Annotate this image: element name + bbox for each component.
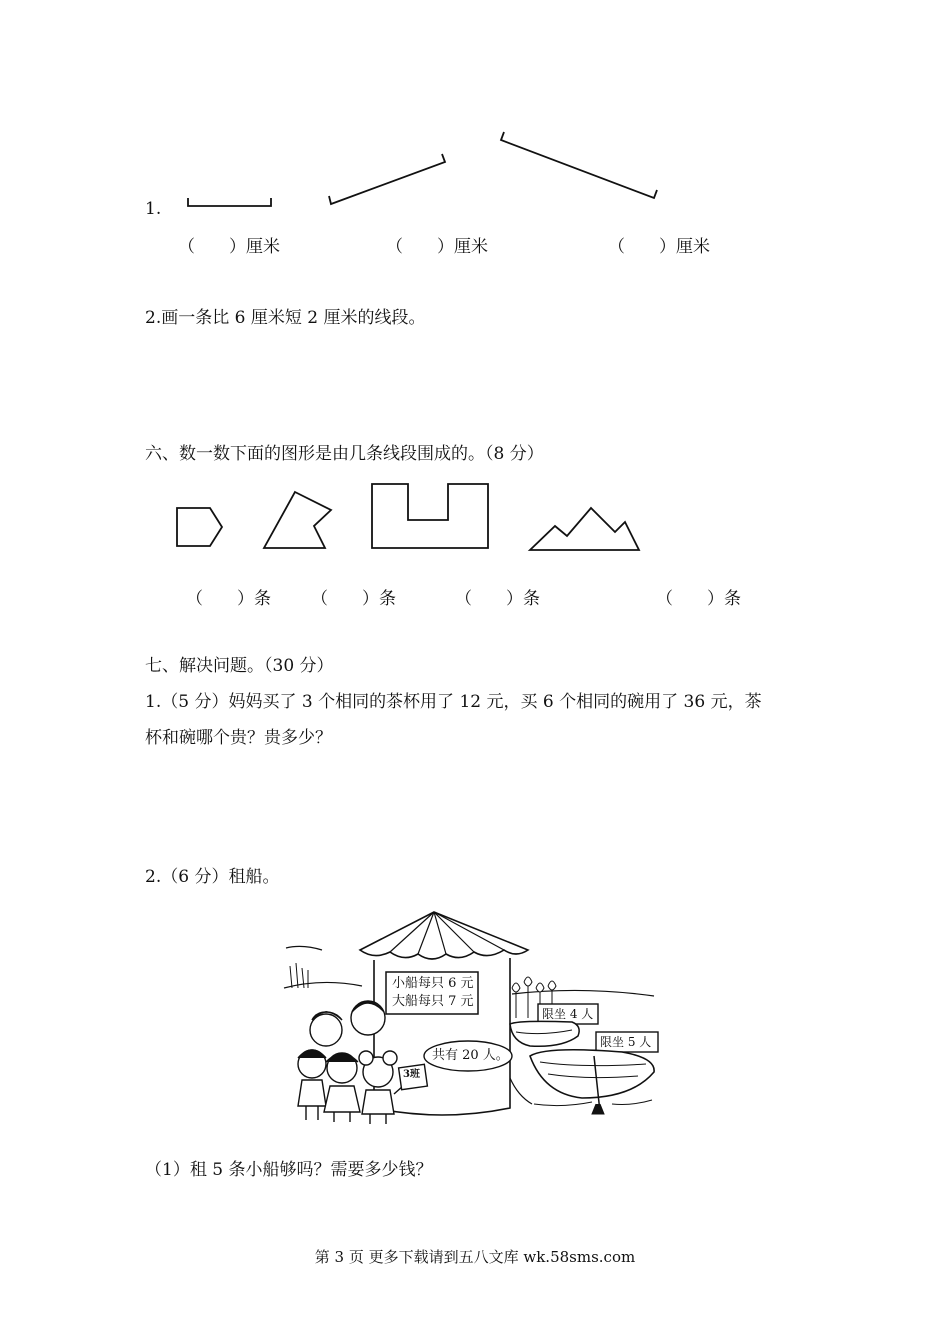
boat-rental-illustration	[282, 908, 660, 1130]
shape-pentagon	[172, 503, 228, 551]
segment-short	[185, 196, 275, 212]
answer-length-3: （ ）厘米	[608, 237, 710, 257]
page-footer: 第 3 页 更多下载请到五八文库 wk.58sms.com	[314, 1248, 636, 1266]
price-big-boat: 大船每只 7 元	[392, 994, 474, 1009]
shape-quadrilateral	[258, 486, 338, 554]
question-draw: 2.画一条比 6 厘米短 2 厘米的线段。	[145, 308, 426, 328]
answer-count-3: （ ）条	[455, 589, 540, 609]
answer-count-2: （ ）条	[311, 589, 396, 609]
answer-length-2: （ ）厘米	[386, 237, 488, 257]
sign-limit-4: 限坐 4 人	[542, 1007, 594, 1021]
subquestion-1: （1）租 5 条小船够吗？需要多少钱？	[145, 1160, 433, 1180]
segment-long	[498, 128, 663, 208]
answer-count-4: （ ）条	[656, 589, 741, 609]
class-sign-label: 3班	[403, 1069, 420, 1080]
shape-u	[368, 480, 494, 552]
problem1-line2: 杯和碗哪个贵？贵多少？	[145, 728, 332, 748]
section6-title: 六、数一数下面的图形是由几条线段围成的。（8 分）	[145, 444, 544, 464]
question-number-1: 1.	[145, 199, 162, 219]
segment-medium	[325, 150, 450, 210]
boat-rental-drawing	[282, 908, 660, 1130]
shape-mountains	[525, 500, 645, 556]
sign-limit-5: 限坐 5 人	[600, 1035, 652, 1049]
problem2-title: 2.（6 分）租船。	[145, 867, 280, 887]
answer-count-1: （ ）条	[186, 589, 271, 609]
problem1-line1: 1.（5 分）妈妈买了 3 个相同的茶杯用了 12 元，买 6 个相同的碗用了 36 元，茶	[145, 692, 762, 712]
price-small-boat: 小船每只 6 元	[392, 976, 474, 991]
speech-bubble-text: 共有 20 人。	[432, 1048, 509, 1063]
answer-length-1: （ ）厘米	[178, 237, 280, 257]
section7-title: 七、解决问题。（30 分）	[145, 656, 334, 676]
